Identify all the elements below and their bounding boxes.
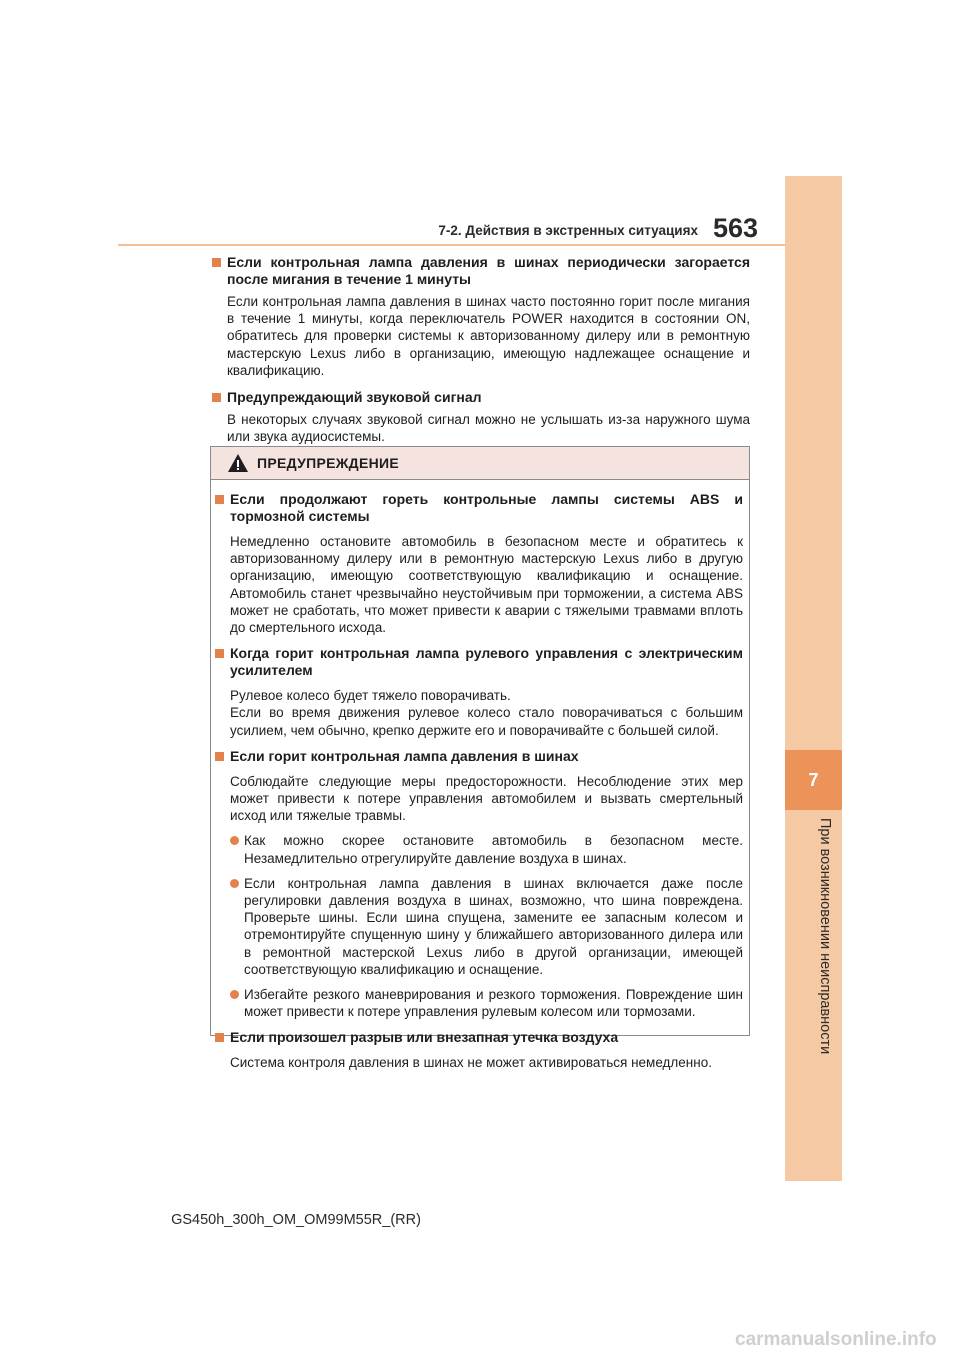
square-bullet-icon xyxy=(215,1033,224,1042)
list-item xyxy=(230,875,743,978)
warning-item-text: Немедленно остановите автомобиль в безопасном месте и обратитесь к авторизованному дилеру или в ремонтную мастерскую Lexus либо в другую организацию, имеющую соответствующую квалификацию и оснащение. Автомобиль станет чрезвычайно неустойчивым при торможении, а система ABS может не сработать, что может привести к аварии с тяжелыми травмами вплоть до смертельного исхода. xyxy=(230,534,743,636)
warning-item-heading xyxy=(213,748,743,765)
circle-bullet-icon xyxy=(230,990,239,999)
section-heading-text: Если контрольная лампа давления в шинах периодически загорается после мигания в течение 1 минуты xyxy=(227,254,750,287)
chapter-marker xyxy=(785,750,842,810)
square-bullet-icon xyxy=(215,752,224,761)
section-heading xyxy=(210,389,750,406)
page-number: 563 xyxy=(713,213,759,243)
section-heading xyxy=(210,254,750,288)
list-item-text: Избегайте резкого маневрирования и резкого торможения. Повреждение шин может привести к потере управления рулевым колесом или тормозами. xyxy=(244,987,743,1020)
warning-triangle-icon xyxy=(227,453,249,473)
warning-item-text: Если во время движения рулевое колесо стало поворачиваться с большим усилием, чем обычно, крепко держите его и поворачивайте с большей силой. xyxy=(230,705,743,738)
list-item-text: Как можно скорее остановите автомобиль в безопасном месте. Незамедлительно отрегулируйте давление воздуха в шинах. xyxy=(244,833,743,866)
circle-bullet-icon xyxy=(230,879,239,888)
section-text: Если контрольная лампа давления в шинах часто постоянно горит после мигания в течение 1 минуты, когда переключатель POWER находится в состоянии ON, обратитесь для проверки системы к авторизованному дилеру или в ремонтную мастерскую Lexus либо в организацию, имеющую надлежащее оснащение и квалификацию. xyxy=(227,294,750,378)
warning-item-heading-text: Если горит контрольная лампа давления в шинах xyxy=(230,747,579,764)
warning-item-text: Система контроля давления в шинах не может активироваться немедленно. xyxy=(230,1055,712,1071)
document-footer: GS450h_300h_OM_OM99M55R_(RR) xyxy=(171,1212,421,1228)
warning-header xyxy=(211,447,749,480)
watermark: carmanualsonline.info xyxy=(735,1329,937,1350)
warning-item-heading xyxy=(213,645,743,679)
header-divider xyxy=(118,244,785,246)
square-bullet-icon xyxy=(212,258,221,267)
section-heading-text: Предупреждающий звуковой сигнал xyxy=(227,389,482,406)
warning-item-heading-text: Когда горит контрольная лампа рулевого управления с электрическим усилителем xyxy=(230,645,743,679)
section-text: В некоторых случаях звуковой сигнал можно не услышать из-за наружного шума или звука аудиосистемы. xyxy=(227,412,750,445)
section-title: 7-2. Действия в экстренных ситуациях xyxy=(438,223,698,238)
warning-item-heading-text: Если продолжают гореть контрольные лампы системы ABS и тормозной системы xyxy=(230,491,743,524)
warning-body xyxy=(211,480,749,1072)
warning-box xyxy=(210,446,750,1071)
main-content xyxy=(210,254,750,445)
warning-title: ПРЕДУПРЕЖДЕНИЕ xyxy=(257,455,400,471)
square-bullet-icon xyxy=(212,393,221,402)
list-item xyxy=(230,832,743,866)
square-bullet-icon xyxy=(215,495,224,504)
list-item xyxy=(230,986,743,1020)
warning-item-text: Соблюдайте следующие меры предосторожности. Несоблюдение этих мер может привести к потере управления автомобилем и вызвать смертельный исход или тяжелые травмы. xyxy=(230,773,743,824)
side-tab-title: При возникновении неисправности xyxy=(817,818,833,1055)
warning-item-heading xyxy=(213,1029,743,1046)
warning-item-text: Рулевое колесо будет тяжело поворачивать. xyxy=(230,688,511,704)
warning-item-heading xyxy=(213,491,743,525)
warning-item-heading-text: Если произошел разрыв или внезапная утечка воздуха xyxy=(230,1029,619,1046)
chapter-number: 7 xyxy=(808,769,819,790)
square-bullet-icon xyxy=(215,649,224,658)
circle-bullet-icon xyxy=(230,836,239,845)
list-item-text: Если контрольная лампа давления в шинах включается даже после регулировки давления воздуха в шинах, возможно, что шина повреждена. Проверьте шины. Если шина спущена, замените ее запасным колесом и отремонтируйте спущенную шину у ближайшего авторизованного дилера или в ремонтной мастерской Lexus либо в другой организации, имеющей соответствующую квалификацию и оснащение. xyxy=(244,875,743,977)
